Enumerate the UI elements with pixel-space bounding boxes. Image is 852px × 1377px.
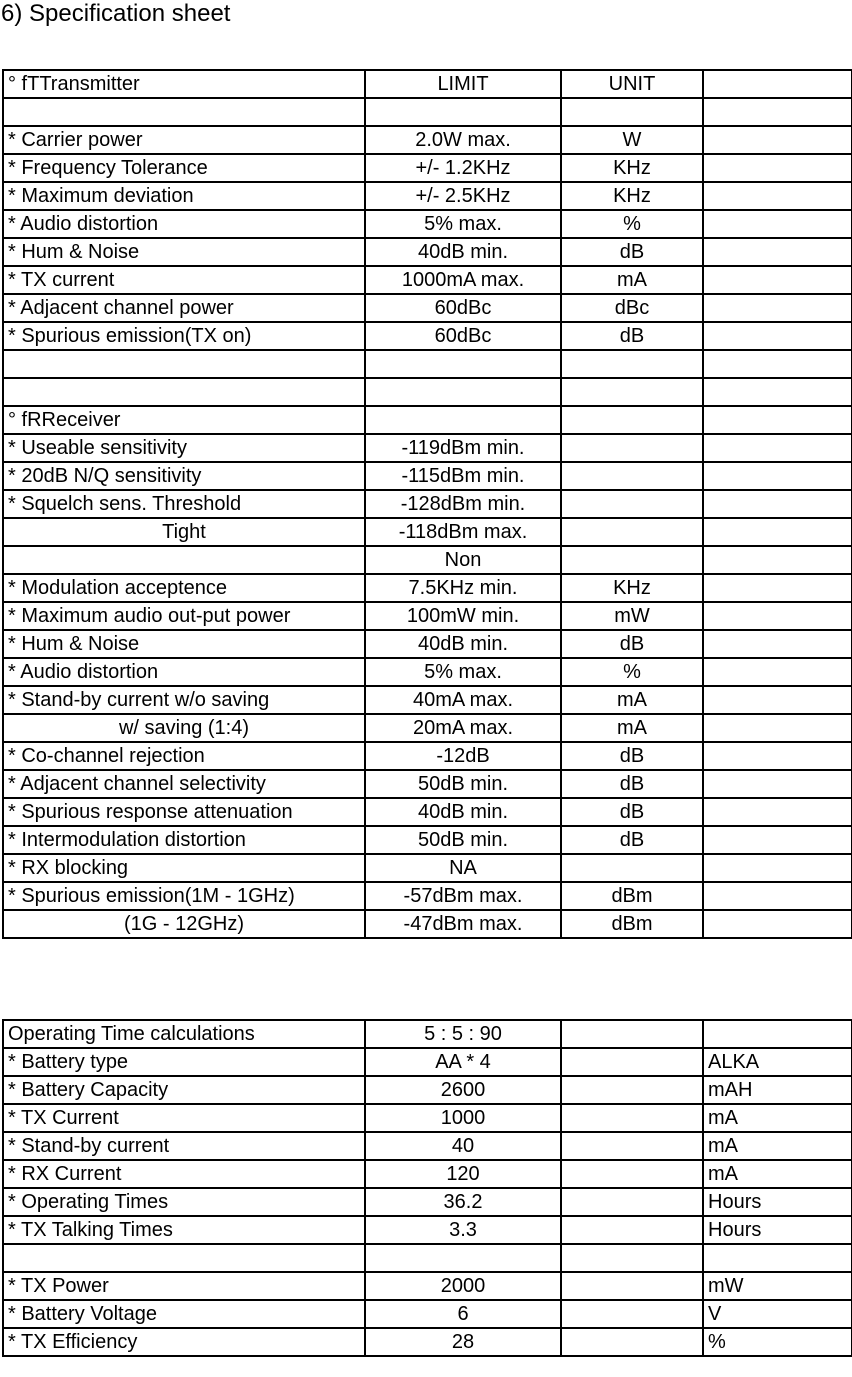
spec-row bbox=[3, 490, 852, 518]
operating-blank-cell bbox=[561, 1020, 703, 1048]
spec-blank-cell bbox=[703, 434, 852, 462]
spec-blank-cell bbox=[703, 546, 852, 574]
spec-row bbox=[3, 126, 852, 154]
operating-row bbox=[3, 1132, 852, 1160]
spec-row bbox=[3, 630, 852, 658]
operating-blank-cell bbox=[561, 1132, 703, 1160]
spec-row bbox=[3, 658, 852, 686]
spec-limit-cell bbox=[365, 98, 561, 126]
spec-row bbox=[3, 546, 852, 574]
spec-blank-cell bbox=[703, 826, 852, 854]
operating-row bbox=[3, 1272, 852, 1300]
spec-blank-cell bbox=[703, 602, 852, 630]
operating-unit-cell: Hours bbox=[703, 1216, 852, 1244]
operating-blank-cell bbox=[561, 1244, 703, 1272]
spec-blank-cell bbox=[703, 518, 852, 546]
spec-blank-cell bbox=[703, 154, 852, 182]
operating-row bbox=[3, 1188, 852, 1216]
spec-row bbox=[3, 378, 852, 406]
operating-value-cell: 6 bbox=[365, 1300, 561, 1328]
operating-unit-cell bbox=[703, 1244, 852, 1272]
operating-blank-cell bbox=[561, 1272, 703, 1300]
spec-unit-cell bbox=[561, 462, 703, 490]
spec-blank-cell bbox=[703, 70, 852, 98]
operating-item-cell: * Battery Capacity bbox=[3, 1076, 365, 1104]
spec-row bbox=[3, 770, 852, 798]
operating-item-cell: Operating Time calculations bbox=[3, 1020, 365, 1048]
operating-row bbox=[3, 1160, 852, 1188]
spec-blank-cell bbox=[703, 490, 852, 518]
spec-limit-cell bbox=[365, 350, 561, 378]
page-title: 6) Specification sheet bbox=[1, 0, 231, 27]
spec-item-cell: * Hum & Noise bbox=[3, 630, 365, 658]
spec-unit-cell: mW bbox=[561, 602, 703, 630]
spec-unit-cell: KHz bbox=[561, 574, 703, 602]
spec-blank-cell bbox=[703, 770, 852, 798]
operating-row bbox=[3, 1300, 852, 1328]
operating-item-cell: * TX Power bbox=[3, 1272, 365, 1300]
operating-item-cell: * Stand-by current bbox=[3, 1132, 365, 1160]
spec-unit-cell bbox=[561, 406, 703, 434]
spec-limit-cell: Non bbox=[365, 546, 561, 574]
spec-unit-cell: dB bbox=[561, 770, 703, 798]
spec-item-cell: * Spurious emission(TX on) bbox=[3, 322, 365, 350]
spec-row bbox=[3, 406, 852, 434]
spec-blank-cell bbox=[703, 294, 852, 322]
spec-unit-cell bbox=[561, 98, 703, 126]
spec-unit-cell bbox=[561, 434, 703, 462]
spec-limit-cell: LIMIT bbox=[365, 70, 561, 98]
spec-limit-cell: 100mW min. bbox=[365, 602, 561, 630]
operating-unit-cell: mA bbox=[703, 1132, 852, 1160]
spec-unit-cell: KHz bbox=[561, 154, 703, 182]
spec-blank-cell bbox=[703, 910, 852, 938]
spec-unit-cell: dB bbox=[561, 826, 703, 854]
spec-item-cell bbox=[3, 98, 365, 126]
spec-unit-cell: W bbox=[561, 126, 703, 154]
spec-unit-cell: % bbox=[561, 658, 703, 686]
operating-unit-cell: mAH bbox=[703, 1076, 852, 1104]
spec-blank-cell bbox=[703, 126, 852, 154]
spec-item-cell bbox=[3, 546, 365, 574]
spec-limit-cell: 2.0W max. bbox=[365, 126, 561, 154]
operating-unit-cell: mW bbox=[703, 1272, 852, 1300]
spec-item-cell: * Spurious response attenuation bbox=[3, 798, 365, 826]
spec-item-cell: Tight bbox=[3, 518, 365, 546]
spec-blank-cell bbox=[703, 714, 852, 742]
spec-item-cell: * Audio distortion bbox=[3, 210, 365, 238]
spec-item-cell: * Frequency Tolerance bbox=[3, 154, 365, 182]
spec-unit-cell: dB bbox=[561, 322, 703, 350]
spec-unit-cell: dB bbox=[561, 238, 703, 266]
spec-item-cell: ° fRReceiver bbox=[3, 406, 365, 434]
spec-item-cell: * Modulation acceptence bbox=[3, 574, 365, 602]
operating-item-cell: * TX Current bbox=[3, 1104, 365, 1132]
operating-value-cell: 28 bbox=[365, 1328, 561, 1356]
spec-limit-cell bbox=[365, 378, 561, 406]
spec-limit-cell: 20mA max. bbox=[365, 714, 561, 742]
operating-blank-cell bbox=[561, 1300, 703, 1328]
operating-value-cell: 5 : 5 : 90 bbox=[365, 1020, 561, 1048]
operating-row bbox=[3, 1020, 852, 1048]
spec-blank-cell bbox=[703, 266, 852, 294]
operating-row bbox=[3, 1216, 852, 1244]
spec-blank-cell bbox=[703, 322, 852, 350]
operating-unit-cell: mA bbox=[703, 1160, 852, 1188]
spec-row bbox=[3, 798, 852, 826]
spec-limit-cell: NA bbox=[365, 854, 561, 882]
spec-row bbox=[3, 238, 852, 266]
spec-unit-cell bbox=[561, 546, 703, 574]
spec-limit-cell: -119dBm min. bbox=[365, 434, 561, 462]
spec-item-cell: * Intermodulation distortion bbox=[3, 826, 365, 854]
operating-item-cell bbox=[3, 1244, 365, 1272]
operating-value-cell: 2600 bbox=[365, 1076, 561, 1104]
spec-limit-cell: -118dBm max. bbox=[365, 518, 561, 546]
spec-blank-cell bbox=[703, 350, 852, 378]
spec-limit-cell bbox=[365, 406, 561, 434]
spec-item-cell: * Squelch sens. Threshold bbox=[3, 490, 365, 518]
spec-row bbox=[3, 70, 852, 98]
operating-blank-cell bbox=[561, 1160, 703, 1188]
spec-blank-cell bbox=[703, 742, 852, 770]
spec-limit-cell: 40dB min. bbox=[365, 630, 561, 658]
operating-blank-cell bbox=[561, 1048, 703, 1076]
operating-unit-cell: ALKA bbox=[703, 1048, 852, 1076]
spec-item-cell: * 20dB N/Q sensitivity bbox=[3, 462, 365, 490]
spec-limit-cell: 1000mA max. bbox=[365, 266, 561, 294]
spec-row bbox=[3, 294, 852, 322]
spec-limit-cell: 40dB min. bbox=[365, 238, 561, 266]
spec-item-cell bbox=[3, 378, 365, 406]
spec-blank-cell bbox=[703, 182, 852, 210]
spec-unit-cell: dBc bbox=[561, 294, 703, 322]
operating-row bbox=[3, 1048, 852, 1076]
spec-unit-cell: UNIT bbox=[561, 70, 703, 98]
spec-limit-cell: 40mA max. bbox=[365, 686, 561, 714]
operating-value-cell: 2000 bbox=[365, 1272, 561, 1300]
spec-blank-cell bbox=[703, 630, 852, 658]
spec-item-cell: * RX blocking bbox=[3, 854, 365, 882]
spec-limit-cell: -47dBm max. bbox=[365, 910, 561, 938]
spec-row bbox=[3, 434, 852, 462]
spec-item-cell: * TX current bbox=[3, 266, 365, 294]
spec-blank-cell bbox=[703, 658, 852, 686]
spec-unit-cell bbox=[561, 854, 703, 882]
spec-unit-cell: % bbox=[561, 210, 703, 238]
operating-unit-cell: Hours bbox=[703, 1188, 852, 1216]
spec-limit-cell: 5% max. bbox=[365, 658, 561, 686]
operating-item-cell: * TX Efficiency bbox=[3, 1328, 365, 1356]
spec-blank-cell bbox=[703, 854, 852, 882]
operating-row bbox=[3, 1076, 852, 1104]
operating-item-cell: * RX Current bbox=[3, 1160, 365, 1188]
operating-blank-cell bbox=[561, 1216, 703, 1244]
spec-row bbox=[3, 462, 852, 490]
operating-item-cell: * Battery type bbox=[3, 1048, 365, 1076]
operating-row bbox=[3, 1244, 852, 1272]
spec-limit-cell: +/- 1.2KHz bbox=[365, 154, 561, 182]
operating-time-table bbox=[2, 1019, 852, 1357]
spec-row bbox=[3, 322, 852, 350]
spec-blank-cell bbox=[703, 882, 852, 910]
spec-blank-cell bbox=[703, 238, 852, 266]
spec-row bbox=[3, 350, 852, 378]
operating-blank-cell bbox=[561, 1188, 703, 1216]
spec-unit-cell: KHz bbox=[561, 182, 703, 210]
spec-limit-cell: 40dB min. bbox=[365, 798, 561, 826]
operating-value-cell: 1000 bbox=[365, 1104, 561, 1132]
operating-unit-cell: % bbox=[703, 1328, 852, 1356]
spec-limit-cell: 5% max. bbox=[365, 210, 561, 238]
spec-row bbox=[3, 910, 852, 938]
spec-blank-cell bbox=[703, 574, 852, 602]
spec-item-cell: * Co-channel rejection bbox=[3, 742, 365, 770]
operating-blank-cell bbox=[561, 1104, 703, 1132]
spec-blank-cell bbox=[703, 686, 852, 714]
specification-table bbox=[2, 69, 852, 939]
operating-unit-cell bbox=[703, 1020, 852, 1048]
spec-item-cell: * Spurious emission(1M - 1GHz) bbox=[3, 882, 365, 910]
spec-unit-cell: mA bbox=[561, 266, 703, 294]
spec-item-cell bbox=[3, 350, 365, 378]
spec-blank-cell bbox=[703, 462, 852, 490]
operating-unit-cell: V bbox=[703, 1300, 852, 1328]
operating-row bbox=[3, 1328, 852, 1356]
spec-row bbox=[3, 742, 852, 770]
spec-item-cell: * Carrier power bbox=[3, 126, 365, 154]
spec-limit-cell: -57dBm max. bbox=[365, 882, 561, 910]
spec-row bbox=[3, 266, 852, 294]
spec-row bbox=[3, 210, 852, 238]
spec-limit-cell: 60dBc bbox=[365, 322, 561, 350]
operating-item-cell: * TX Talking Times bbox=[3, 1216, 365, 1244]
spec-blank-cell bbox=[703, 798, 852, 826]
spec-limit-cell: 7.5KHz min. bbox=[365, 574, 561, 602]
spec-unit-cell: dBm bbox=[561, 882, 703, 910]
spec-unit-cell bbox=[561, 350, 703, 378]
spec-limit-cell: 50dB min. bbox=[365, 826, 561, 854]
spec-unit-cell bbox=[561, 378, 703, 406]
spec-item-cell: * Audio distortion bbox=[3, 658, 365, 686]
spec-row bbox=[3, 574, 852, 602]
spec-unit-cell bbox=[561, 518, 703, 546]
operating-value-cell: AA * 4 bbox=[365, 1048, 561, 1076]
spec-item-cell: w/ saving (1:4) bbox=[3, 714, 365, 742]
spec-limit-cell: 60dBc bbox=[365, 294, 561, 322]
spec-blank-cell bbox=[703, 210, 852, 238]
spec-row bbox=[3, 714, 852, 742]
spec-row bbox=[3, 602, 852, 630]
spec-item-cell: * Maximum deviation bbox=[3, 182, 365, 210]
spec-limit-cell: 50dB min. bbox=[365, 770, 561, 798]
spec-unit-cell: dB bbox=[561, 798, 703, 826]
spec-item-cell: * Stand-by current w/o saving bbox=[3, 686, 365, 714]
spec-row bbox=[3, 518, 852, 546]
spec-limit-cell: -12dB bbox=[365, 742, 561, 770]
operating-value-cell: 3.3 bbox=[365, 1216, 561, 1244]
operating-value-cell: 40 bbox=[365, 1132, 561, 1160]
spec-limit-cell: +/- 2.5KHz bbox=[365, 182, 561, 210]
operating-blank-cell bbox=[561, 1076, 703, 1104]
spec-limit-cell: -115dBm min. bbox=[365, 462, 561, 490]
spec-unit-cell: mA bbox=[561, 686, 703, 714]
spec-row bbox=[3, 826, 852, 854]
spec-row bbox=[3, 182, 852, 210]
operating-unit-cell: mA bbox=[703, 1104, 852, 1132]
spec-unit-cell: dB bbox=[561, 742, 703, 770]
spec-limit-cell: -128dBm min. bbox=[365, 490, 561, 518]
operating-item-cell: * Battery Voltage bbox=[3, 1300, 365, 1328]
spec-row bbox=[3, 154, 852, 182]
operating-value-cell bbox=[365, 1244, 561, 1272]
spec-blank-cell bbox=[703, 98, 852, 126]
spec-item-cell: * Maximum audio out-put power bbox=[3, 602, 365, 630]
operating-blank-cell bbox=[561, 1328, 703, 1356]
spec-blank-cell bbox=[703, 378, 852, 406]
operating-value-cell: 36.2 bbox=[365, 1188, 561, 1216]
spec-item-cell: * Useable sensitivity bbox=[3, 434, 365, 462]
spec-row bbox=[3, 854, 852, 882]
spec-item-cell: * Adjacent channel selectivity bbox=[3, 770, 365, 798]
spec-row bbox=[3, 686, 852, 714]
spec-item-cell: * Adjacent channel power bbox=[3, 294, 365, 322]
operating-value-cell: 120 bbox=[365, 1160, 561, 1188]
spec-item-cell: (1G - 12GHz) bbox=[3, 910, 365, 938]
spec-blank-cell bbox=[703, 406, 852, 434]
spec-unit-cell bbox=[561, 490, 703, 518]
spec-row bbox=[3, 882, 852, 910]
operating-row bbox=[3, 1104, 852, 1132]
spec-unit-cell: mA bbox=[561, 714, 703, 742]
spec-item-cell: * Hum & Noise bbox=[3, 238, 365, 266]
spec-row bbox=[3, 98, 852, 126]
operating-item-cell: * Operating Times bbox=[3, 1188, 365, 1216]
spec-unit-cell: dB bbox=[561, 630, 703, 658]
spec-item-cell: ° fTTransmitter bbox=[3, 70, 365, 98]
spec-unit-cell: dBm bbox=[561, 910, 703, 938]
